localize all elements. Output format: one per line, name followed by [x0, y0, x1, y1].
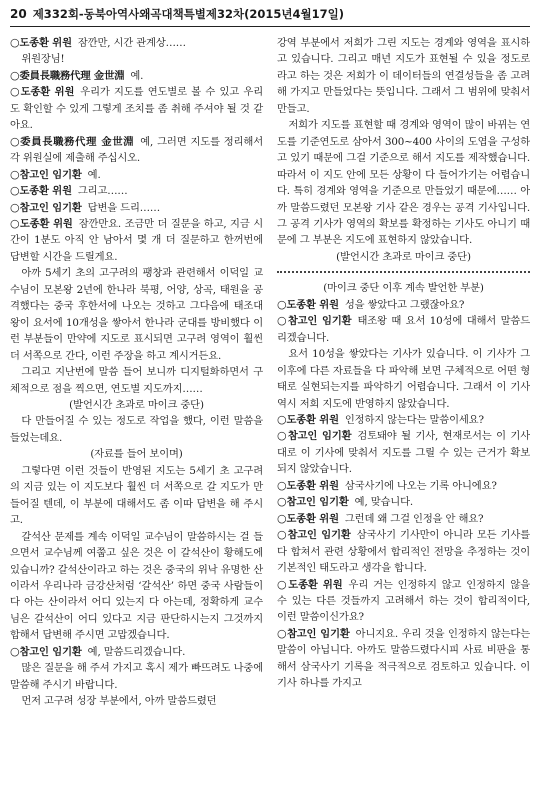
body-paragraph: 아까 5세기 초의 고구려의 팽창과 관련해서 이덕일 교수님이 모본왕 2년에 한나라 북평, 어양, 상곡, 태원을 공격했다는 중국 후한서에 나오는 것하고 그다음에 태조대왕이 요서에 10개성을 쌓아서 한나라 군대를 방비했다 이런 부분들이 만약에 지도로 표시되면 고구려 영역이 훨씬 더 서쪽으로 간다, 이런 주장을 하고 계시거든요. [10, 267, 263, 362]
speaker-marker: ○ [10, 134, 21, 148]
speaker-marker: ○ [277, 429, 288, 443]
speaker-paragraph [277, 511, 530, 527]
speaker-name: 참고인 임기환 [287, 315, 352, 328]
body-paragraph: 그렇다면 이런 것들이 반영된 지도는 5세기 초 고구려의 지금 있는 이 지도보다 훨씬 더 서쪽으로 갈 지도가 만들어질 텐데, 이 부분에 대해서도 좀 이따 답변을 해 주시고. [10, 464, 263, 527]
body-paragraph: 위원장님! [21, 53, 65, 66]
body-paragraph: 강역 부분에서 저희가 그린 지도는 경계와 영역을 표시하고 있습니다. 그리고 매년 지도가 표현될 수 있을 정도로라고 하는 것은 저희가 이 데이터들의 연결성들을 좀 고려해 가지고 만들었다는 뜻입니다. 그래서 그 범위에 맞춰서 만들고. [277, 37, 530, 115]
speaker-marker: ○ [10, 36, 20, 49]
speaker-name: 참고인 임기환 [19, 201, 82, 214]
speaker-paragraph [277, 297, 530, 313]
speech-text: 잠깐만, 시간 관계상…… [77, 37, 186, 49]
speaker-name: 참고인 임기환 [286, 627, 350, 640]
body-paragraph: 다 만들어질 수 있는 정도로 작업을 했다, 이런 말씀을 들었는데요. [10, 415, 263, 444]
speaker-name: 도종환 위원 [288, 578, 343, 591]
speech-text: 예, 말씀드리겠습니다. [87, 645, 186, 658]
body-paragraph: 요서 10성을 쌓았다는 기사가 있습니다. 이 기사가 그 이후에 다른 자료들을 다 파악해 보면 구체적으로 어떤 형태로 실현되는지를 파악하기 어렵습니다. 그래서 이 기사 역시 저희 지도에 반영하지 않았습니다. [277, 348, 530, 410]
body-paragraph: 저희가 지도를 표현할 때 경계와 영역이 많이 바뀌는 연도를 기준연도로 삼아서 300~400 사이의 도엽을 구성하고 있기 때문에 그걸 기준으로 해서 지도를 제작했습니다. 따라서 이 지도 안에 모든 상황이 다 들어가기는 어렵습니다. 특히 경계와 영역을 기준으로 만들었기 때문에…… 아까 말씀드렸던 모본왕 기사 같은 경우는 공격 기사입니다. 그 공격 기사가 영역의 확보를 확정하는 기사도 아니기 때문에 그 부분은 지도에 표현하지 않았습니다. [277, 119, 530, 247]
speech-text: 인정하지 않는다는 말씀이세요? [344, 413, 484, 426]
speaker-paragraph [277, 577, 530, 626]
speaker-paragraph [10, 200, 263, 216]
speaker-marker: ○ [277, 528, 288, 542]
speaker-marker: ○ [277, 626, 287, 640]
speaker-marker: ○ [277, 511, 287, 525]
speech-text: 예. [87, 168, 101, 181]
speech-text: 예, 그러면 지도를 정리해서 각 위원실에 제출해 주십시오. [10, 135, 263, 165]
speech-text: 성을 쌓았다고 그랬잖아요? [344, 298, 465, 311]
speaker-marker: ○ [10, 200, 20, 214]
stage-direction: (발언시간 초과로 마이크 중단) [336, 250, 471, 263]
speaker-paragraph [10, 68, 263, 84]
page-header [10, 6, 530, 27]
speaker-marker: ○ [10, 68, 20, 82]
speaker-paragraph [10, 167, 263, 183]
speaker-marker: ○ [10, 167, 20, 181]
page-title: 제332회-동북아역사왜곡대책특별제32차(2015년4월17일) [32, 7, 344, 21]
speaker-name: 도종환 위원 [286, 479, 339, 492]
speaker-paragraph [277, 412, 530, 428]
speaker-name: 委員長職務代理 金世淵 [19, 69, 125, 82]
speech-text: 잠깐만요. 조금만 더 질문을 하고, 지금 시간이 1분도 아직 안 남아서 몇 개 더 질문하고 한꺼번에 답변할 시간을 드릴게요. [10, 217, 263, 263]
speech-text: 검토돼야 될 기사, 현재로서는 이 기사대로 이 기사에 맞춰서 지도를 그릴 수 있는 근거가 확보되지 않았습니다. [277, 430, 530, 476]
speaker-paragraph [277, 478, 530, 494]
speaker-name: 참고인 임기환 [287, 430, 352, 443]
body-paragraph: 많은 질문을 해 주셔 가지고 혹시 제가 빠뜨려도 나중에 말씀해 주시기 바랍니다. [10, 662, 263, 691]
speech-text: 태조왕 때 요서 10성에 대해서 말씀드리겠습니다. [277, 315, 530, 344]
speaker-name: 委員長職務代理 金世淵 [20, 135, 135, 148]
speaker-paragraph [277, 527, 530, 576]
speaker-paragraph [10, 183, 263, 199]
speech-text: 삼국사기에 나오는 기록 아니에요? [344, 479, 497, 492]
speech-text: 그런데 왜 그걸 인정을 안 해요? [344, 512, 484, 525]
speech-text: 아니지요. 우리 것을 인정하지 않는다는 말씀이 아닙니다. 아까도 말씀드렸다시피 사료 비판을 통해서 삼국사기 기록을 적극적으로 검토하고 있습니다. 이 기사 하나를 가지고 [277, 627, 530, 690]
speaker-marker: ○ [10, 85, 21, 99]
speaker-name: 도종환 위원 [20, 86, 75, 99]
right-column [277, 35, 530, 790]
speaker-marker: ○ [277, 495, 287, 509]
speaker-marker: ○ [10, 644, 20, 658]
speaker-paragraph [277, 494, 530, 510]
body-paragraph: 먼저 고구려 성장 부분에서, 아까 말씀드렸던 [21, 695, 217, 708]
body-paragraph: 갈석산 문제를 계속 이덕일 교수님이 말씀하시는 걸 들으면서 교수님께 여쭙고 싶은 것은 이 갈석산이 황해도에 있습니까? 갈석산이라고 하는 것은 중국의 위낙 유명한 산이라서 우리나라 금강산처럼 ‘갈석산’ 하면 중국 사람들이 다 아는 산이라서 어디 있는지 다 아는데, 정확하게 교수님은 갈석산이 어디 있다고 지금 판단하시는지 그것까지 합해서 답변해 주시면 고맙겠습니다. [10, 530, 263, 642]
speaker-name: 참고인 임기환 [19, 645, 82, 658]
page-number: 20 [10, 7, 27, 21]
speech-text: 답변을 드리…… [87, 201, 161, 214]
speaker-paragraph [277, 626, 530, 692]
speaker-paragraph [10, 84, 263, 133]
speaker-name: 도종환 위원 [19, 185, 72, 198]
stage-direction: (마이크 중단 이후 계속 발언한 부분) [323, 282, 484, 295]
speaker-marker: ○ [277, 314, 288, 328]
speaker-name: 도종환 위원 [286, 512, 339, 525]
speaker-name: 참고인 임기환 [286, 496, 349, 509]
speech-text: 예, 맞습니다. [354, 496, 414, 509]
stage-direction: (자료를 들어 보이며) [90, 448, 183, 461]
stage-direction: (발언시간 초과로 마이크 중단) [69, 398, 204, 411]
body-paragraph: 그리고 지난번에 말씀 들어 보니까 디지털화하면서 구체적으로 점을 찍으면, 연도별 지도까지…… [10, 366, 263, 395]
speaker-paragraph [277, 313, 530, 346]
speaker-paragraph [10, 134, 263, 167]
speaker-paragraph [10, 644, 263, 660]
speaker-marker: ○ [277, 577, 289, 591]
dotted-separator [277, 271, 530, 273]
left-column [10, 35, 263, 790]
speech-text: 우리 거는 인정하지 않고 인정하지 않을 수 있는 다른 것들까지 고려해서 하는 것이 합리적이다, 이런 말씀이신가요? [277, 578, 530, 624]
speaker-paragraph [10, 35, 263, 51]
speech-text: 그리고…… [77, 185, 128, 198]
speaker-paragraph [277, 428, 530, 477]
speech-text: 삼국사기 기사만이 아니라 모든 기사를 다 합쳐서 관련 상황에서 합리적인 전망을 추정하는 것이 기본적인 태도라고 생각을 합니다. [277, 529, 530, 575]
speaker-marker: ○ [277, 297, 287, 311]
speech-text: 예. [130, 69, 144, 82]
speaker-name: 도종환 위원 [286, 413, 339, 426]
speaker-marker: ○ [277, 478, 287, 492]
speaker-name: 도종환 위원 [286, 298, 339, 311]
speaker-name: 도종환 위원 [19, 217, 73, 230]
speaker-name: 참고인 임기환 [19, 168, 82, 181]
speaker-paragraph [10, 216, 263, 265]
speaker-marker: ○ [10, 216, 20, 230]
speaker-marker: ○ [10, 184, 20, 198]
speaker-name: 참고인 임기환 [287, 529, 351, 542]
speech-text: 우리가 지도를 연도별로 볼 수 있고 우리도 확인할 수 있게 그렇게 조치를 좀 취해 주셔야 될 것 같아요. [10, 86, 263, 132]
speaker-name: 도종환 위원 [19, 37, 72, 49]
text-columns [10, 35, 530, 790]
speaker-marker: ○ [277, 412, 287, 426]
